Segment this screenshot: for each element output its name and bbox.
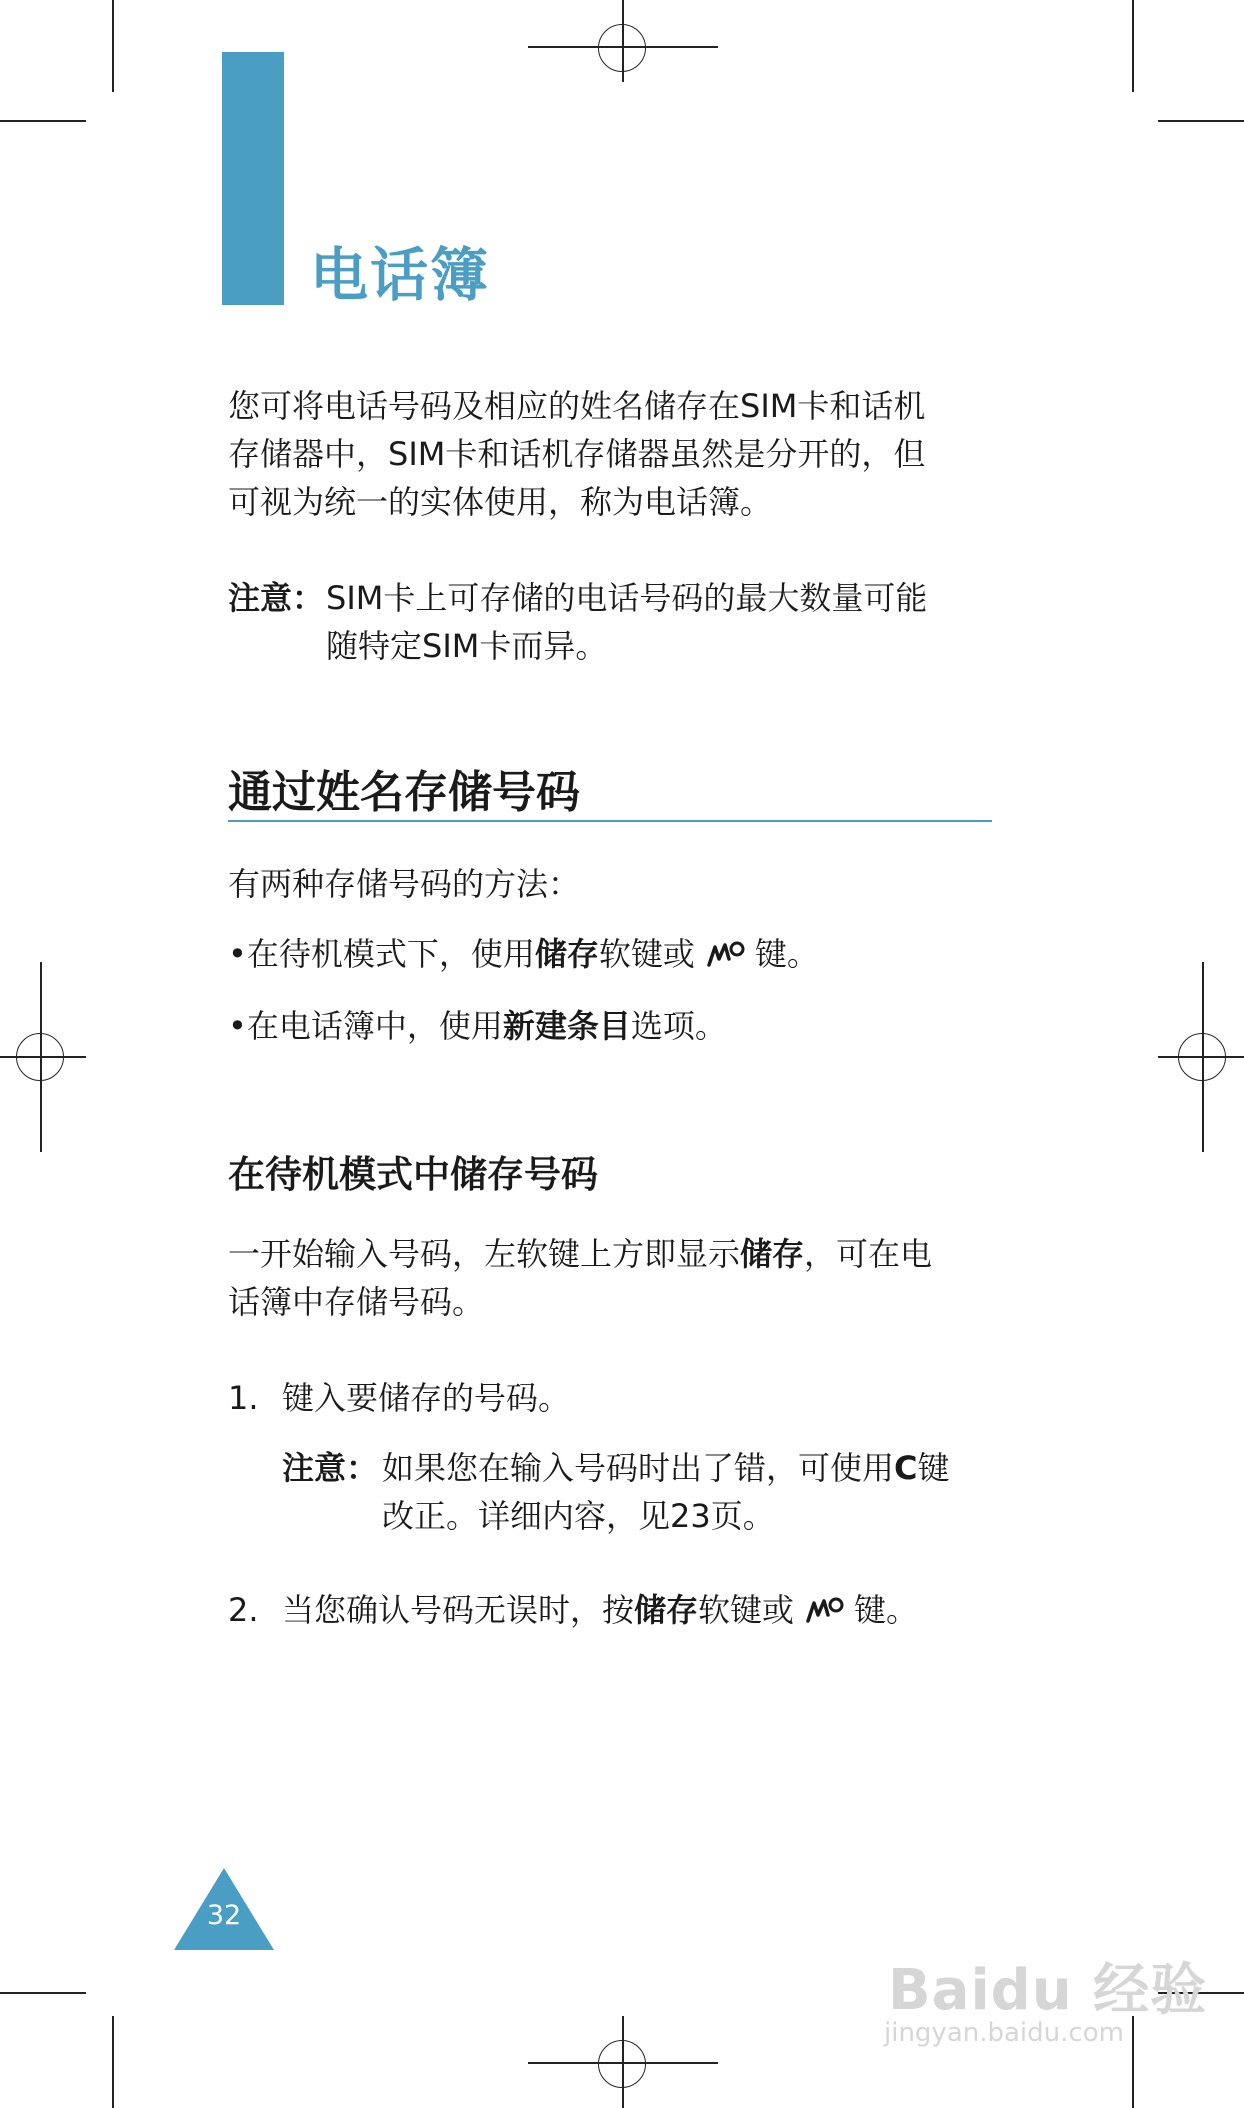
note-line: 如果您在输入号码时出了错，可使用 xyxy=(382,1449,895,1487)
bullet-text: 键。 xyxy=(754,935,819,973)
methods-intro: 有两种存储号码的方法： xyxy=(228,865,581,903)
note-label: 注意： xyxy=(282,1449,379,1487)
subsection-heading: 在待机模式中储存号码 xyxy=(228,1153,598,1196)
bullet-item xyxy=(228,930,819,978)
step-text-part: 软键或 xyxy=(698,1591,795,1629)
subsection-paragraph xyxy=(228,1230,988,1326)
step-text: 键入要储存的号码。 xyxy=(282,1379,571,1417)
watermark-url: jingyan.baidu.com xyxy=(884,2018,1124,2048)
page-number: 32 xyxy=(206,1900,242,1931)
para-text: ，可在电 xyxy=(804,1235,933,1273)
registration-mark xyxy=(598,24,646,72)
phone-key-icon xyxy=(705,937,745,971)
chapter-accent-bar xyxy=(222,52,284,305)
note-text xyxy=(326,574,927,670)
step-text xyxy=(282,1586,918,1634)
crop-mark xyxy=(1132,0,1134,92)
para-line: 话簿中存储号码。 xyxy=(228,1283,485,1321)
intro-paragraph xyxy=(228,382,988,526)
step-number: 1. xyxy=(228,1379,259,1417)
phone-key-icon xyxy=(804,1593,844,1627)
section-divider xyxy=(228,820,992,822)
crop-mark xyxy=(1132,2016,1134,2108)
note-text xyxy=(382,1444,950,1540)
crop-mark xyxy=(1158,120,1244,122)
registration-mark xyxy=(598,2040,646,2088)
registration-mark xyxy=(16,1033,64,1081)
step-bold: 储存 xyxy=(634,1591,699,1629)
note-bold: C xyxy=(894,1449,918,1487)
intro-line: 存储器中，SIM卡和话机存储器虽然是分开的，但 xyxy=(228,435,926,473)
para-bold: 储存 xyxy=(740,1235,805,1273)
note-line: 随特定SIM卡而异。 xyxy=(326,627,608,665)
bullet-text: 软键或 xyxy=(598,935,695,973)
note-line: SIM卡上可存储的电话号码的最大数量可能 xyxy=(326,579,928,617)
bullet-bold: 储存 xyxy=(534,935,599,973)
intro-line: 您可将电话号码及相应的姓名储存在SIM卡和话机 xyxy=(228,387,926,425)
page-title: 电话簿 xyxy=(310,241,491,309)
watermark-logo: Baidu 经验 xyxy=(888,1958,1208,2023)
crop-mark xyxy=(112,2016,114,2108)
intro-line: 可视为统一的实体使用，称为电话簿。 xyxy=(228,483,773,521)
section-heading: 通过姓名存储号码 xyxy=(228,767,580,818)
bullet-item xyxy=(228,1002,727,1050)
crop-mark xyxy=(0,120,86,122)
bullet-bold: 新建条目 xyxy=(502,1007,631,1045)
crop-mark xyxy=(0,1992,86,1994)
note-line: 键 xyxy=(917,1449,950,1487)
bullet-text: •在待机模式下，使用 xyxy=(228,935,535,973)
note-label: 注意： xyxy=(228,579,325,617)
bullet-text: •在电话簿中，使用 xyxy=(228,1007,503,1045)
bullet-text: 选项。 xyxy=(630,1007,727,1045)
registration-mark xyxy=(1178,1033,1226,1081)
crop-mark xyxy=(112,0,114,92)
para-text: 一开始输入号码，左软键上方即显示 xyxy=(228,1235,741,1273)
step-text-part: 当您确认号码无误时，按 xyxy=(282,1591,635,1629)
step-number: 2. xyxy=(228,1591,259,1629)
note-line: 改正。详细内容，见23页。 xyxy=(382,1497,775,1535)
step-text-part: 键。 xyxy=(854,1591,919,1629)
